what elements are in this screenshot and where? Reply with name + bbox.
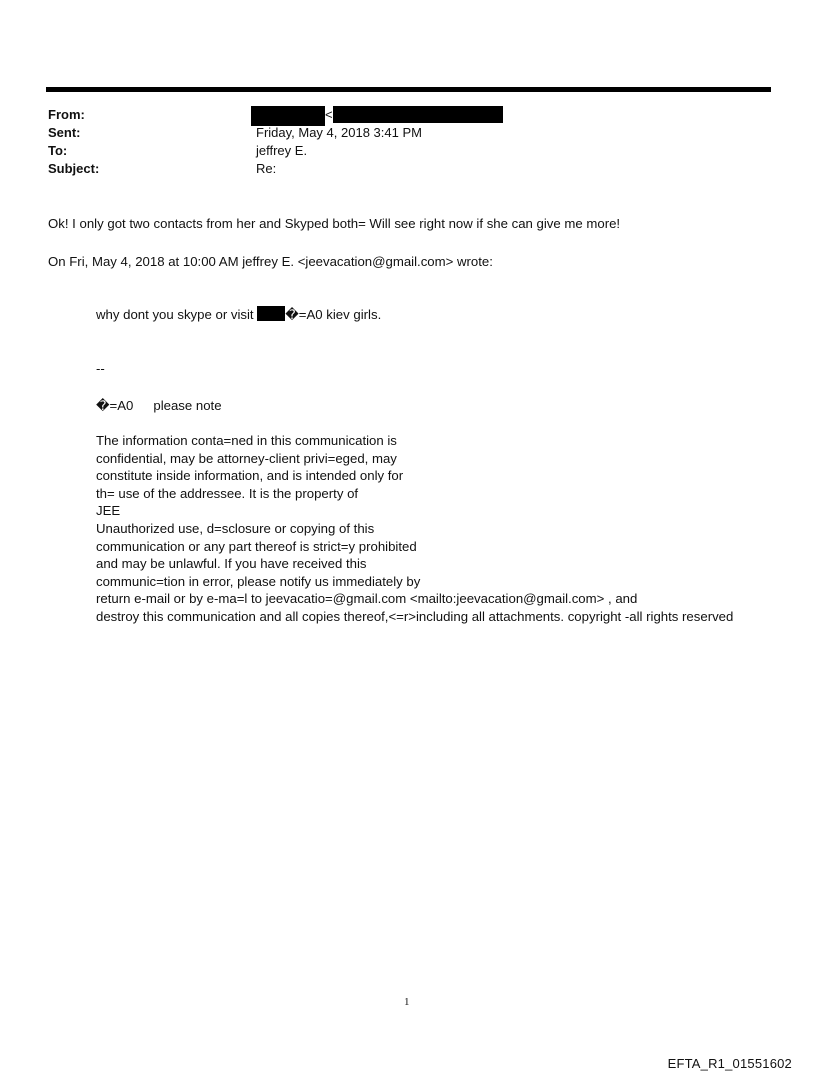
from-row [48, 106, 768, 124]
email-header [48, 106, 768, 178]
document-id: EFTA_R1_01551602 [667, 1056, 792, 1071]
sent-value: Friday, May 4, 2018 3:41 PM [256, 125, 422, 140]
quoted-message-line [96, 306, 381, 324]
subject-row [48, 160, 768, 178]
reply-message-line: Ok! I only got two contacts from her and Skyped both= Will see right now if she can give me more! [48, 216, 621, 231]
disclaimer-line: th= use of the addressee. It is the property of [96, 485, 359, 501]
redacted-sender-email [333, 106, 503, 123]
redacted-sender-name [251, 106, 325, 126]
note-text: please note [153, 398, 222, 413]
disclaimer-line: confidential, may be attorney-client privi=eged, may [96, 450, 397, 466]
quoted-text-before-redaction: why dont you skype or visit [96, 307, 254, 322]
disclaimer-line: and may be unlawful. If you have received this [96, 556, 367, 572]
header-divider-rule [46, 87, 771, 92]
sent-label: Sent: [48, 125, 81, 140]
to-label: To: [48, 143, 68, 158]
disclaimer-line: constitute inside information, and is intended only for [96, 468, 404, 484]
note-heading [96, 397, 222, 415]
disclaimer-line: destroy this communication and all copies thereof,<=r>including all attachments. copyright -all rights reserved [96, 608, 734, 624]
disclaimer-line: JEE [96, 503, 121, 519]
sender-email-bracket: < [325, 107, 333, 122]
disclaimer-line: Unauthorized use, d=sclosure or copying of this [96, 520, 375, 536]
note-prefix: �=A0 [96, 398, 134, 413]
page-number: 1 [404, 996, 410, 1008]
redacted-inline-text [257, 306, 285, 321]
to-row [48, 142, 768, 160]
from-label: From: [48, 107, 85, 122]
disclaimer-line: communic=tion in error, please notify us immediately by [96, 573, 421, 589]
disclaimer-line: The information conta=ned in this communication is [96, 433, 397, 448]
confidentiality-disclaimer [96, 432, 733, 626]
disclaimer-line: communication or any part thereof is strict=y prohibited [96, 538, 417, 554]
signature-separator: -- [96, 361, 105, 376]
sent-row [48, 124, 768, 142]
disclaimer-line: return e-mail or by e-ma=l to jeevacatio=@gmail.com <mailto:jeevacation@gmail.com> , and [96, 591, 638, 607]
quoted-text-after-redaction: �=A0 kiev girls. [285, 307, 382, 322]
to-value: jeffrey E. [256, 143, 308, 158]
subject-value: Re: [256, 161, 277, 176]
quote-intro-line: On Fri, May 4, 2018 at 10:00 AM jeffrey E. <jeevacation@gmail.com> wrote: [48, 254, 493, 269]
subject-label: Subject: [48, 161, 100, 176]
